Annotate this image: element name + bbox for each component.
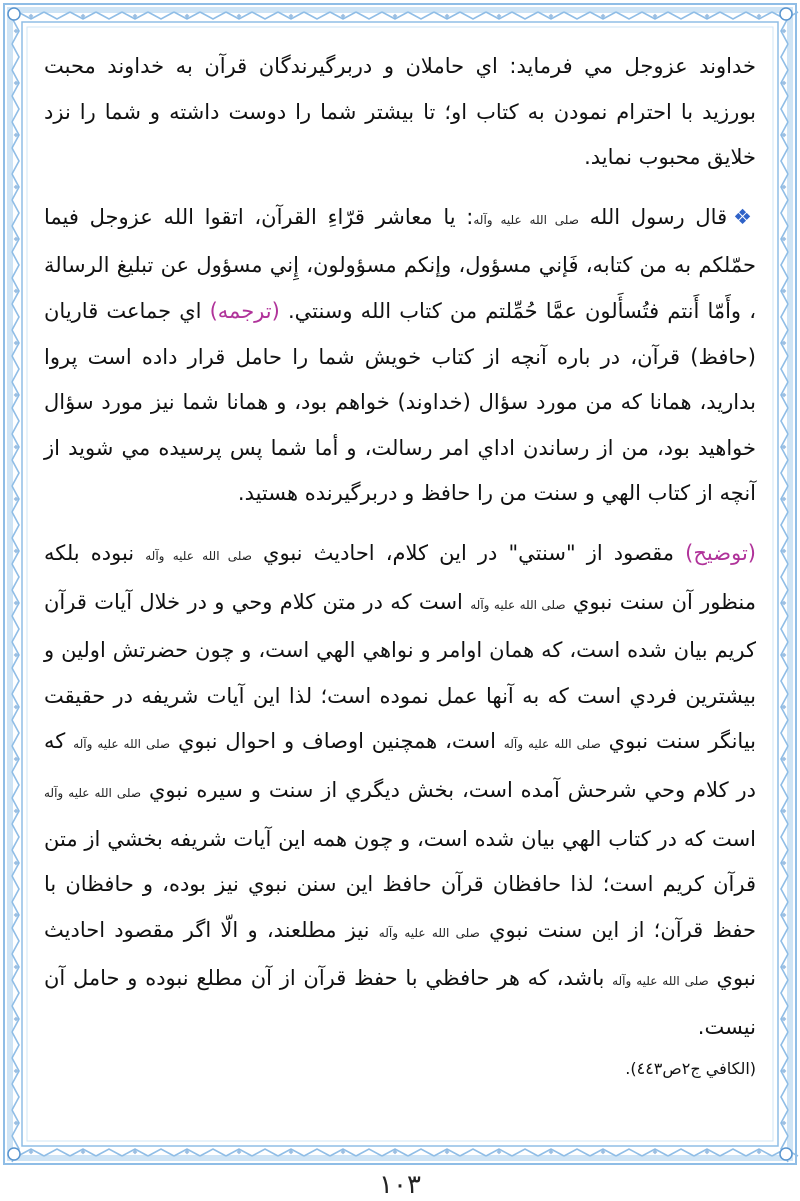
border-corner-ornament (8, 1148, 20, 1160)
translation-text: اي جماعت قاريان (حافظ) قرآن، در باره آنچه از کتاب خويش شما را حامل قرار داده است پروا بداريد، همانا که من مورد سؤال (خداوند) خواهم بود، و همانا شما نيز مورد سؤال خواهيد بود، من از رساندن اداي امر رسالت، و أما شما پس پرسيده مي شويد از آنچه از کتاب الهي و سنت من را حافظ و دربرگيرنده هستيد. (44, 298, 756, 506)
explanation-label: (توضيح) (685, 540, 756, 565)
salawat-symbol: صلى الله عليه وآله (378, 925, 480, 940)
salawat-symbol: صلى الله عليه وآله (612, 974, 709, 989)
border-chevron-column (781, 18, 788, 1162)
paragraph-explanation (44, 531, 756, 1092)
translation-label: (ترجمه) (209, 298, 280, 323)
hadith-text: : يا معاشر قرّاءِ القرآن، اتقوا الله عزوجل فيما حمّلکم به من کتابه، فَإني مسؤول، وإنکم مسؤولون، إِني مسؤول عن تبليغ الرسالة ، وأَمّا أَنتم فتُسأَلون عمَّا حُمِّلتم من کتاب الله وسنتي. (44, 204, 756, 323)
explanation-part-1: مقصود از "سنتي" در اين کلام، احاديث نبوي (263, 540, 675, 565)
border-corner-ornament (780, 8, 792, 20)
explanation-part-8: باشد، که هر حافظي با حفظ قرآن از آن مطلع نبوده و حامل آن نيست. (44, 966, 756, 1039)
page-body (44, 44, 756, 1106)
page-number: ١٠٣ (379, 1170, 421, 1200)
salawat-symbol: صلى الله عليه وآله (473, 212, 579, 227)
explanation-part-4: است، همچنين اوصاف و احوال نبوي (178, 729, 496, 754)
salawat-symbol: صلى الله عليه وآله (503, 737, 601, 752)
border-corner-ornament (8, 8, 20, 20)
border-chevron-column (12, 18, 19, 1162)
explanation-part-2: نبوده بلکه منظور آن سنت نبوي (44, 540, 756, 614)
salawat-symbol: صلى الله عليه وآله (145, 548, 252, 563)
salawat-symbol: صلى الله عليه وآله (73, 737, 171, 752)
border-corner-ornament (780, 1148, 792, 1160)
explanation-part-5: که در کلام وحي شرحش آمده است، بخش ديگري از سنت و سيره نبوي (44, 729, 756, 802)
explanation-part-6: است که در کتاب الهي بيان شده است، و چون همه اين آيات شريفه بخشي از متن قرآن کريم است؛ لذا حافظان قرآن حافظ اين سنن نبوي نيز بوده، و حافظان با حفظ قرآن؛ از اين سنت نبوي (44, 826, 756, 942)
hadith-lead: قال رسول الله (589, 204, 728, 229)
explanation-part-7: نيز مطلعند، و الّا اگر مقصود احاديث نبوي (44, 917, 756, 991)
paragraph-hadith (44, 195, 756, 517)
reference-citation: (الکافي ج٢ص٤٤٣). (625, 1059, 756, 1079)
salawat-symbol: صلى الله عليه وآله (44, 785, 142, 800)
paragraph-1: خداوند عزوجل مي فرمايد: اي حاملان و دربرگيرندگان قرآن به خداوند محبت بورزيد با احترام نمودن به کتاب او؛ تا بيشتر شما را دوست داشته و شما را نزد خلايق محبوب نمايد. (44, 54, 756, 170)
bullet-icon: ❖ (733, 204, 756, 229)
explanation-part-3: است که در متن کلام وحي و در خلال آيات قرآن کريم بيان شده است، که همان اوامر و نواهي الهي است، و چون حضرتش اولين و بيشترين فردي است که به آنها عمل نموده است؛ لذا اين آيات شريفه در حقيقت بيانگر سنت نبوي (44, 589, 757, 754)
salawat-symbol: صلى الله عليه وآله (470, 597, 566, 612)
